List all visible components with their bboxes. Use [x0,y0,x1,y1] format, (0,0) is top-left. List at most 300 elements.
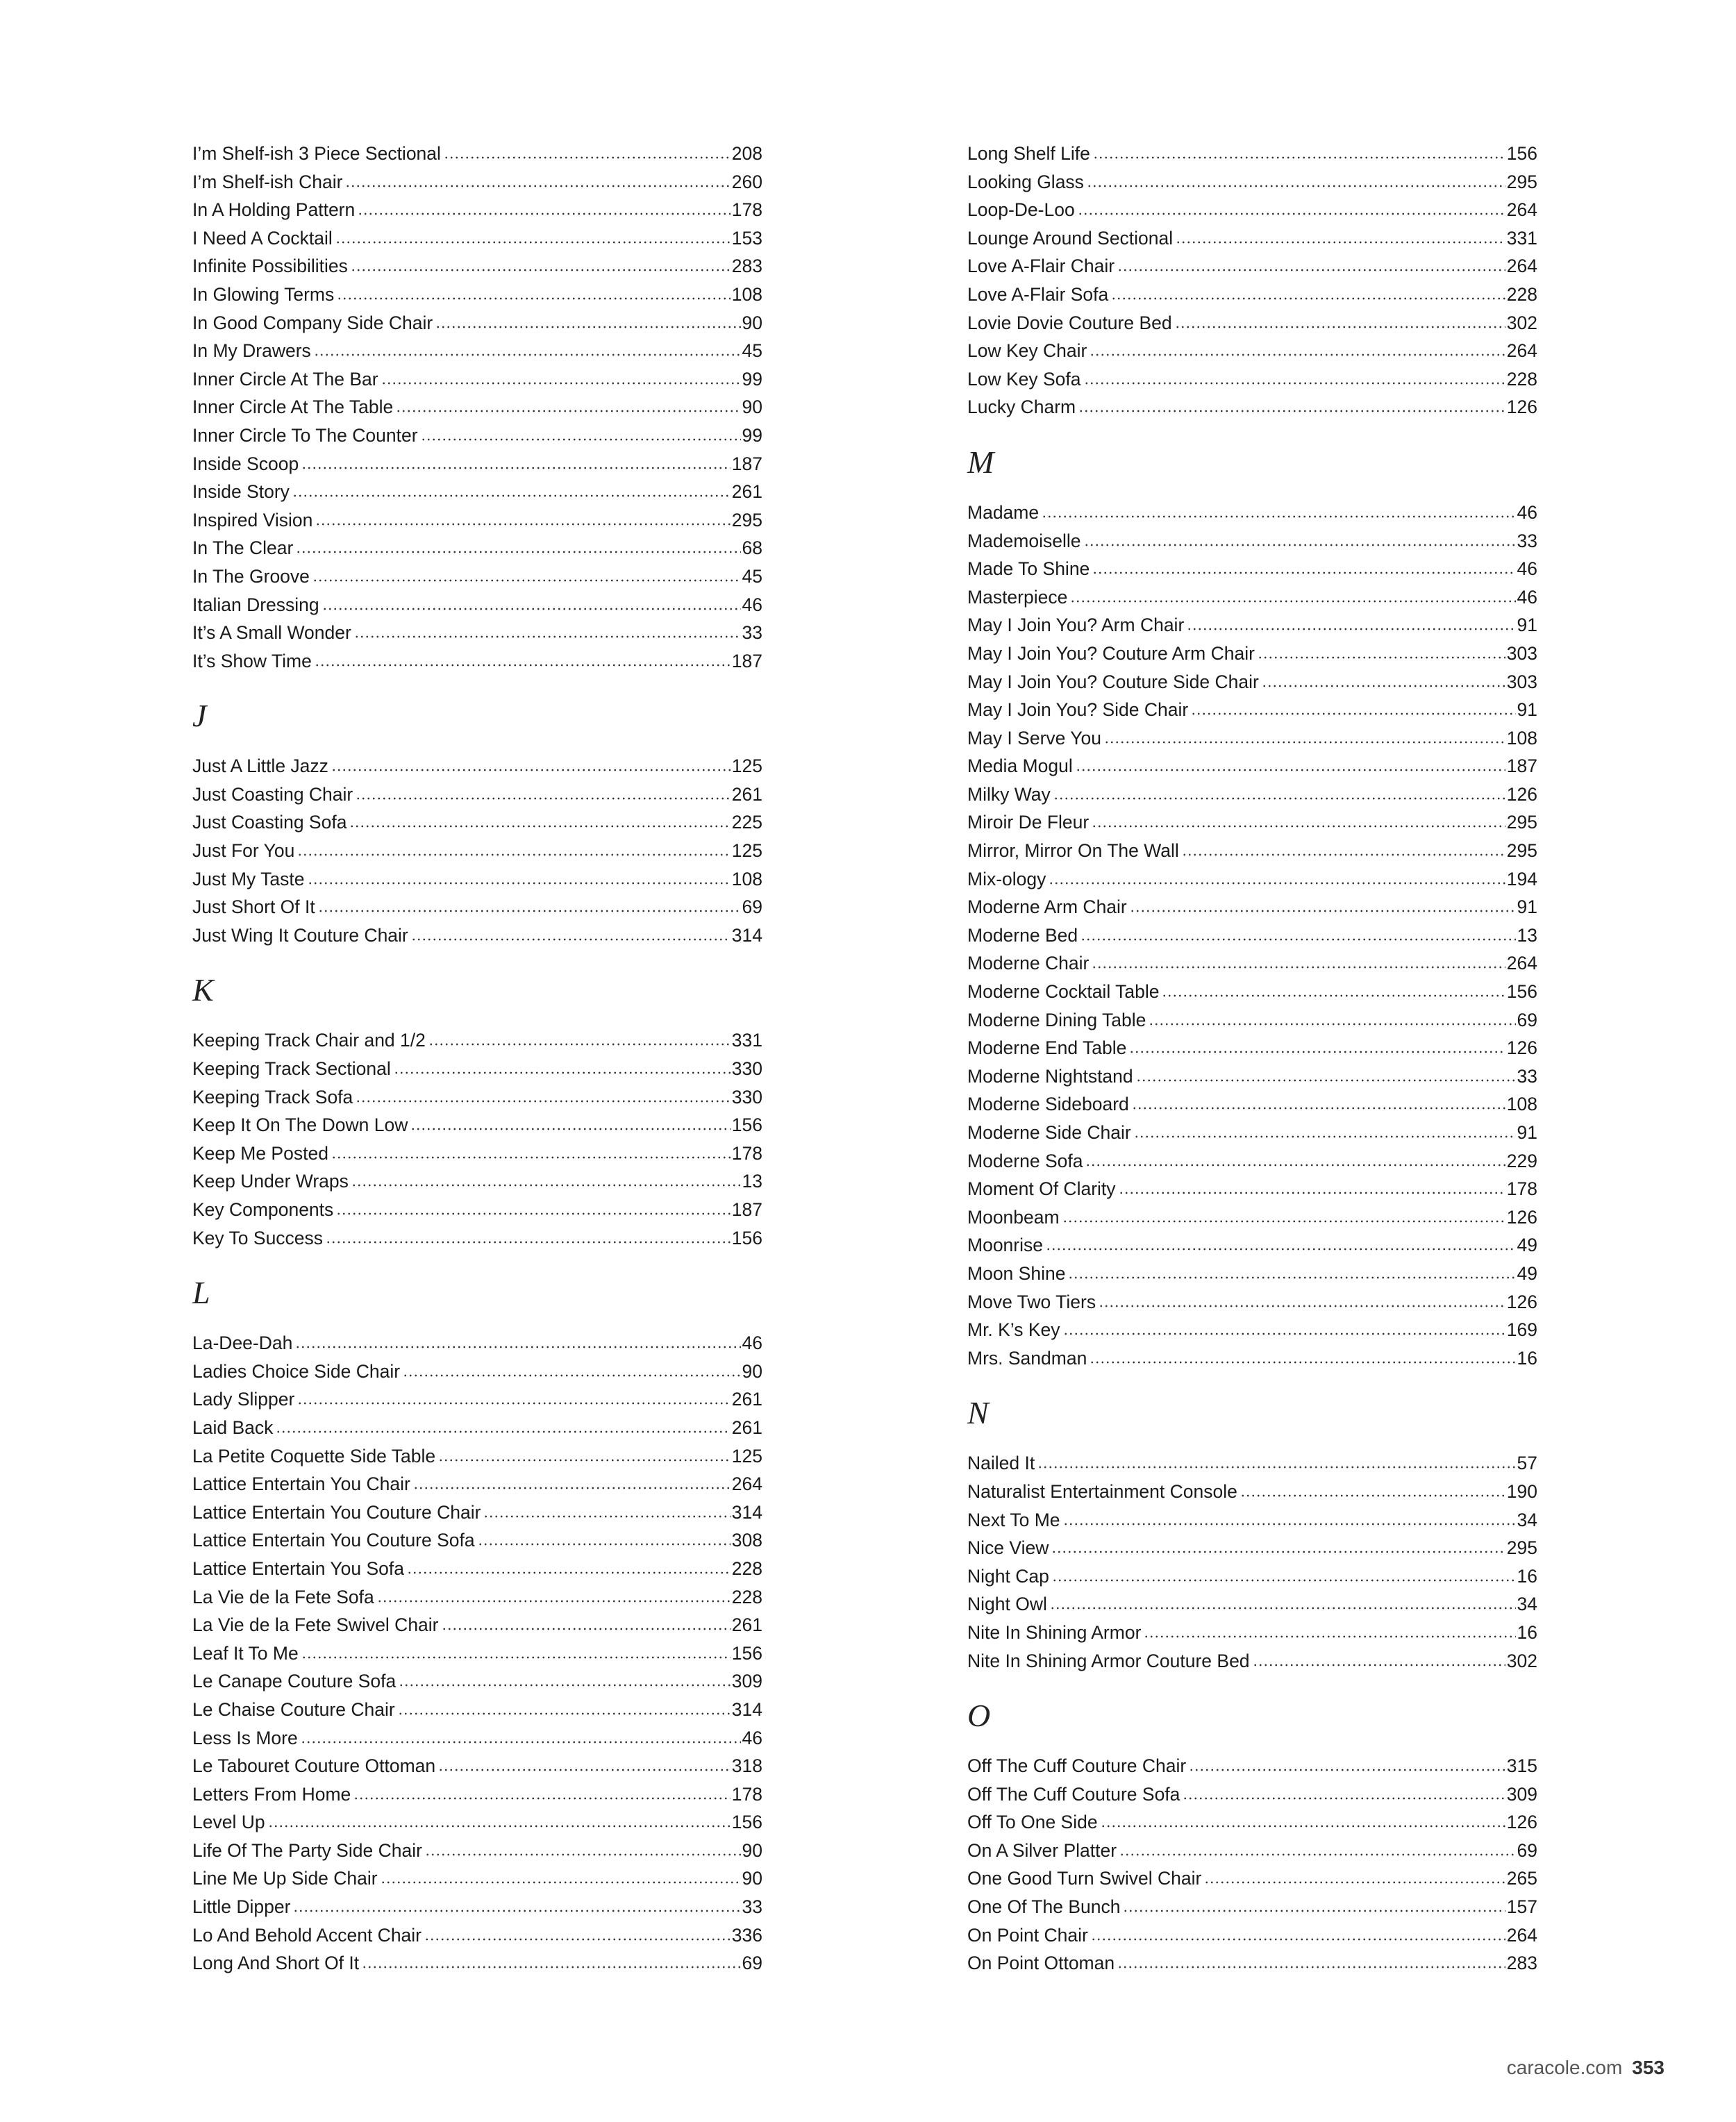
dot-leader [438,1769,731,1771]
dot-leader [1204,1881,1505,1884]
index-entry [192,1837,762,1865]
entry-name: Keep Under Wraps [192,1171,349,1192]
index-entry [967,696,1537,724]
entry-page-number: 46 [742,1727,762,1748]
page-footer [1507,2057,1664,2079]
entry-page-number: 208 [731,143,762,164]
entry-page-number: 187 [1506,755,1537,777]
dot-leader [478,1543,731,1546]
entry-name: In The Clear [192,537,294,559]
index-entry [967,893,1537,921]
entry-name: Just Coasting Chair [192,783,353,805]
entry-name: Lovie Dovie Couture Bed [967,312,1172,333]
entry-name: Miroir De Fleur [967,812,1090,833]
entry-page-number: 225 [731,812,762,833]
dot-leader [337,297,731,300]
entry-page-number: 156 [1506,143,1537,164]
index-entry [192,562,762,591]
index-entry [192,534,762,562]
entry-page-number: 295 [1506,840,1537,862]
entry-name: Moderne Sofa [967,1150,1083,1171]
entry-name: Italian Dressing [192,594,319,615]
index-entry [192,1667,762,1696]
entry-page-number: 331 [1506,227,1537,249]
entry-name: Less Is More [192,1727,298,1748]
dot-leader [410,1128,730,1130]
entry-name: Lady Slipper [192,1389,295,1410]
entry-page-number: 13 [1517,924,1537,946]
entry-name: Long And Short Of It [192,1953,360,1974]
entry-name: Moderne Chair [967,953,1090,974]
entry-page-number: 157 [1506,1896,1537,1918]
dot-leader [335,241,731,244]
entry-page-number: 46 [1517,558,1537,580]
dot-leader [381,382,741,385]
entry-page-number: 261 [731,1417,762,1438]
entry-name: On Point Ottoman [967,1953,1115,1974]
index-entry [192,478,762,506]
entry-name: Moderne Nightstand [967,1065,1133,1087]
dot-leader [295,1346,740,1348]
index-entry [192,1224,762,1253]
dot-leader [331,769,731,771]
entry-name: Madame [967,501,1040,523]
dot-leader [428,1043,731,1046]
entry-name: On Point Chair [967,1924,1088,1946]
index-entry [967,1147,1537,1176]
section-letter-heading: N [967,1395,989,1431]
entry-page-number: 261 [731,783,762,805]
entry-name: Looking Glass [967,171,1084,192]
index-entry [192,921,762,950]
entry-name: Nailed It [967,1453,1035,1474]
entry-page-number: 261 [731,1614,762,1636]
entry-page-number: 194 [1506,868,1537,889]
index-entry [192,421,762,450]
entry-page-number: 126 [1506,1291,1537,1312]
entry-name: Off The Cuff Couture Chair [967,1755,1187,1777]
entry-page-number: 295 [1506,812,1537,833]
index-entry [967,1506,1537,1535]
dot-leader [425,1853,741,1856]
dot-leader [1076,769,1505,771]
dot-leader [483,1515,730,1518]
index-entry [967,1006,1537,1035]
dot-leader [318,910,741,912]
index-entry [192,837,762,865]
dot-leader [315,523,730,526]
dot-leader [1092,571,1515,574]
entry-name: May I Join You? Couture Side Chair [967,671,1259,692]
entry-page-number: 178 [731,1142,762,1164]
dot-leader [301,467,731,469]
index-entry [192,1526,762,1555]
dot-leader [358,212,731,215]
index-entry [192,1111,762,1139]
dot-leader [1129,1051,1505,1053]
entry-page-number: 16 [1517,1565,1537,1587]
index-entry [192,196,762,224]
dot-leader [1050,1607,1516,1610]
dot-leader [1092,966,1505,969]
entry-page-number: 108 [1506,727,1537,749]
dot-leader [394,1071,731,1074]
index-entry [967,281,1537,309]
entry-name: La Vie de la Fete Swivel Chair [192,1614,439,1636]
entry-page-number: 187 [731,1199,762,1220]
entry-page-number: 126 [1506,783,1537,805]
index-entry [967,640,1537,668]
dot-leader [312,579,741,582]
entry-page-number: 178 [1506,1178,1537,1200]
entry-name: Moonbeam [967,1206,1060,1228]
entry-page-number: 309 [1506,1783,1537,1805]
entry-name: La Petite Coquette Side Table [192,1445,436,1467]
dot-leader [268,1825,731,1828]
entry-page-number: 91 [1517,699,1537,721]
entry-name: Lattice Entertain You Chair [192,1473,410,1495]
entry-name: Lattice Entertain You Sofa [192,1557,404,1579]
entry-page-number: 16 [1517,1347,1537,1369]
entry-name: Lounge Around Sectional [967,227,1174,249]
entry-page-number: 46 [742,594,762,615]
entry-name: Next To Me [967,1509,1060,1530]
index-entry [967,1534,1537,1562]
entry-page-number: 69 [1517,1009,1537,1030]
dot-leader [1191,712,1515,715]
entry-page-number: 90 [742,396,762,418]
dot-leader [1085,1164,1505,1167]
entry-name: Off The Cuff Couture Sofa [967,1783,1180,1805]
entry-page-number: 295 [731,509,762,530]
entry-page-number: 264 [1506,953,1537,974]
index-entry [967,252,1537,281]
entry-name: Ladies Choice Side Chair [192,1360,401,1382]
dot-leader [1187,628,1515,630]
entry-name: Letters From Home [192,1783,351,1805]
index-entry [967,1175,1537,1203]
dot-leader [377,1600,731,1603]
entry-page-number: 264 [731,1473,762,1495]
entry-name: Made To Shine [967,558,1090,580]
entry-name: Nite In Shining Armor Couture Bed [967,1650,1250,1671]
section-letter-heading: L [192,1275,210,1311]
entry-name: Moderne Sideboard [967,1094,1129,1115]
entry-name: Moonrise [967,1235,1043,1256]
entry-name: Just Short Of It [192,896,315,918]
entry-page-number: 261 [731,481,762,503]
dot-leader [381,1881,741,1884]
entry-name: Inner Circle At The Table [192,396,394,418]
dot-leader [1253,1664,1505,1666]
dot-leader [1078,410,1505,412]
entry-name: Just Coasting Sofa [192,812,347,833]
entry-name: Mix-ology [967,868,1046,889]
index-entry [967,583,1537,612]
index-entry [967,1864,1537,1893]
dot-leader [435,326,740,328]
entry-name: Mirror, Mirror On The Wall [967,840,1179,862]
footer-site: caracole.com [1506,2057,1623,2078]
index-entry [192,893,762,921]
entry-name: Inside Story [192,481,290,503]
dot-leader [326,1241,731,1244]
index-entry [967,1119,1537,1147]
dot-leader [1117,1966,1505,1969]
entry-page-number: 45 [742,565,762,587]
index-entry [967,1590,1537,1619]
entry-page-number: 264 [1506,199,1537,221]
index-column-right [967,140,1537,1978]
index-entry [192,1414,762,1442]
dot-leader [297,1402,730,1405]
entry-page-number: 228 [731,1557,762,1579]
index-entry [192,752,762,780]
entry-name: On A Silver Platter [967,1839,1117,1861]
entry-page-number: 260 [731,171,762,192]
entry-name: Love A-Flair Chair [967,256,1115,277]
dot-leader [314,353,741,356]
dot-leader [1051,1551,1505,1553]
dot-leader [1144,1635,1515,1638]
entry-name: Leaf It To Me [192,1642,299,1664]
dot-leader [396,410,740,412]
entry-page-number: 264 [1506,340,1537,362]
index-entry [967,1478,1537,1506]
index-entry [192,1752,762,1780]
entry-name: Lattice Entertain You Couture Sofa [192,1530,475,1551]
index-entry [967,196,1537,224]
entry-page-number: 169 [1506,1319,1537,1341]
entry-name: May I Join You? Side Chair [967,699,1189,721]
index-entry [192,1864,762,1893]
index-entry [967,1203,1537,1232]
dot-leader [421,438,741,441]
dot-leader [353,1797,731,1800]
dot-leader [1080,938,1515,941]
entry-page-number: 69 [1517,1839,1537,1861]
dot-leader [411,938,731,941]
entry-name: Low Key Sofa [967,368,1081,390]
index-entry [192,337,762,365]
index-entry [192,168,762,197]
entry-page-number: 125 [731,755,762,777]
entry-name: La Vie de la Fete Sofa [192,1586,374,1607]
entry-page-number: 108 [731,283,762,305]
section-letter-heading: K [192,972,214,1008]
entry-page-number: 156 [731,1227,762,1248]
dot-leader [1117,269,1505,271]
entry-page-number: 302 [1506,312,1537,333]
page-number: 353 [1632,2057,1664,2078]
index-entry [967,1837,1537,1865]
dot-leader [424,1938,731,1941]
index-entry [192,808,762,837]
entry-name: Milky Way [967,783,1051,805]
entry-name: Low Key Chair [967,340,1087,362]
entry-page-number: 314 [731,924,762,946]
entry-page-number: 126 [1506,1206,1537,1228]
entry-page-number: 229 [1506,1150,1537,1171]
entry-page-number: 228 [1506,368,1537,390]
entry-page-number: 314 [731,1698,762,1720]
index-entry [967,309,1537,337]
entry-page-number: 187 [731,650,762,671]
index-entry [967,837,1537,865]
dot-leader [1136,1079,1516,1082]
dot-leader [407,1571,731,1574]
dot-leader [1042,515,1515,518]
entry-name: I Need A Cocktail [192,227,333,249]
entry-page-number: 46 [1517,501,1537,523]
dot-leader [1130,910,1516,912]
index-entry [192,1724,762,1753]
entry-name: Moderne Bed [967,924,1078,946]
index-entry [967,1921,1537,1950]
dot-leader [1104,741,1505,744]
entry-name: Keeping Track Sofa [192,1086,353,1108]
entry-page-number: 45 [742,340,762,362]
entry-page-number: 49 [1517,1235,1537,1256]
dot-leader [354,635,741,638]
entry-page-number: 178 [731,1783,762,1805]
entry-name: Moderne Arm Chair [967,896,1127,918]
entry-name: Mademoiselle [967,530,1081,551]
entry-name: Moment Of Clarity [967,1178,1116,1200]
index-entry [967,1949,1537,1978]
dot-leader [345,185,730,187]
dot-leader [1176,241,1505,244]
entry-name: Off To One Side [967,1812,1098,1833]
index-entry [967,1231,1537,1260]
entry-page-number: 187 [731,453,762,474]
dot-leader [1119,1853,1515,1856]
index-entry [192,365,762,394]
entry-page-number: 91 [1517,615,1537,636]
index-entry [967,1034,1537,1062]
entry-name: I’m Shelf-ish 3 Piece Sectional [192,143,441,164]
dot-leader [292,494,731,497]
dot-leader [276,1430,730,1433]
index-entry [967,224,1537,253]
dot-leader [331,1156,731,1159]
dot-leader [1123,1910,1505,1912]
index-entry [192,1808,762,1837]
entry-name: I’m Shelf-ish Chair [192,171,343,192]
entry-name: May I Join You? Arm Chair [967,615,1185,636]
dot-leader [1090,353,1505,356]
index-entry [192,1329,762,1357]
entry-name: Nice View [967,1537,1049,1559]
dot-leader [1087,185,1505,187]
entry-page-number: 33 [742,622,762,644]
entry-page-number: 283 [731,256,762,277]
section-letter-heading: J [192,698,207,734]
entry-page-number: 318 [731,1755,762,1777]
index-entry [192,1893,762,1921]
index-entry [192,393,762,421]
entry-name: Just For You [192,840,295,862]
dot-leader [349,825,730,828]
entry-name: Just Wing It Couture Chair [192,924,408,946]
entry-name: Media Mogul [967,755,1073,777]
entry-page-number: 99 [742,368,762,390]
entry-name: Inner Circle To The Counter [192,424,418,446]
index-entry [192,252,762,281]
entry-page-number: 330 [731,1058,762,1080]
entry-name: Inside Scoop [192,453,299,474]
index-entry [192,1055,762,1083]
entry-name: Infinite Possibilities [192,256,348,277]
dot-leader [1258,656,1505,659]
index-entry [967,527,1537,555]
index-entry [967,1260,1537,1288]
entry-page-number: 302 [1506,1650,1537,1671]
entry-name: Line Me Up Side Chair [192,1868,378,1889]
index-entry [192,1357,762,1386]
entry-page-number: 33 [1517,1065,1537,1087]
entry-name: Love A-Flair Sofa [967,283,1109,305]
index-entry [967,1062,1537,1091]
index-entry [967,1288,1537,1317]
dot-leader [356,797,731,800]
index-entry [967,555,1537,583]
entry-name: Long Shelf Life [967,143,1090,164]
index-entry [192,780,762,809]
entry-name: Key To Success [192,1227,324,1248]
entry-page-number: 126 [1506,1812,1537,1833]
entry-name: Inspired Vision [192,509,313,530]
dot-leader [1090,1361,1515,1364]
entry-name: Moderne Dining Table [967,1009,1146,1030]
entry-page-number: 34 [1517,1509,1537,1530]
entry-page-number: 91 [1517,1122,1537,1143]
entry-page-number: 303 [1506,671,1537,692]
index-entry [967,337,1537,365]
dot-leader [1063,1523,1516,1526]
entry-page-number: 264 [1506,256,1537,277]
dot-leader [351,1184,741,1187]
entry-name: Naturalist Entertainment Console [967,1480,1237,1502]
entry-page-number: 90 [742,312,762,333]
dot-leader [1262,685,1505,687]
entry-page-number: 68 [742,537,762,559]
dot-leader [1078,212,1505,215]
entry-page-number: 34 [1517,1594,1537,1615]
entry-page-number: 156 [731,1114,762,1136]
entry-name: May I Serve You [967,727,1101,749]
dot-leader [1101,1825,1505,1828]
index-entry [967,1752,1537,1780]
dot-leader [399,1684,731,1687]
entry-name: In Glowing Terms [192,283,335,305]
index-entry [192,1167,762,1196]
entry-page-number: 13 [742,1171,762,1192]
entry-name: Moderne Cocktail Table [967,981,1160,1003]
dot-leader [362,1966,740,1969]
entry-page-number: 125 [731,840,762,862]
entry-name: Level Up [192,1812,265,1833]
entry-page-number: 295 [1506,1537,1537,1559]
entry-name: Loop-De-Loo [967,199,1075,221]
entry-page-number: 46 [742,1332,762,1354]
entry-name: It’s Show Time [192,650,312,671]
entry-page-number: 308 [731,1530,762,1551]
entry-name: Laid Back [192,1417,274,1438]
index-entry [967,499,1537,527]
dot-leader [398,1712,731,1715]
index-entry [192,1611,762,1639]
